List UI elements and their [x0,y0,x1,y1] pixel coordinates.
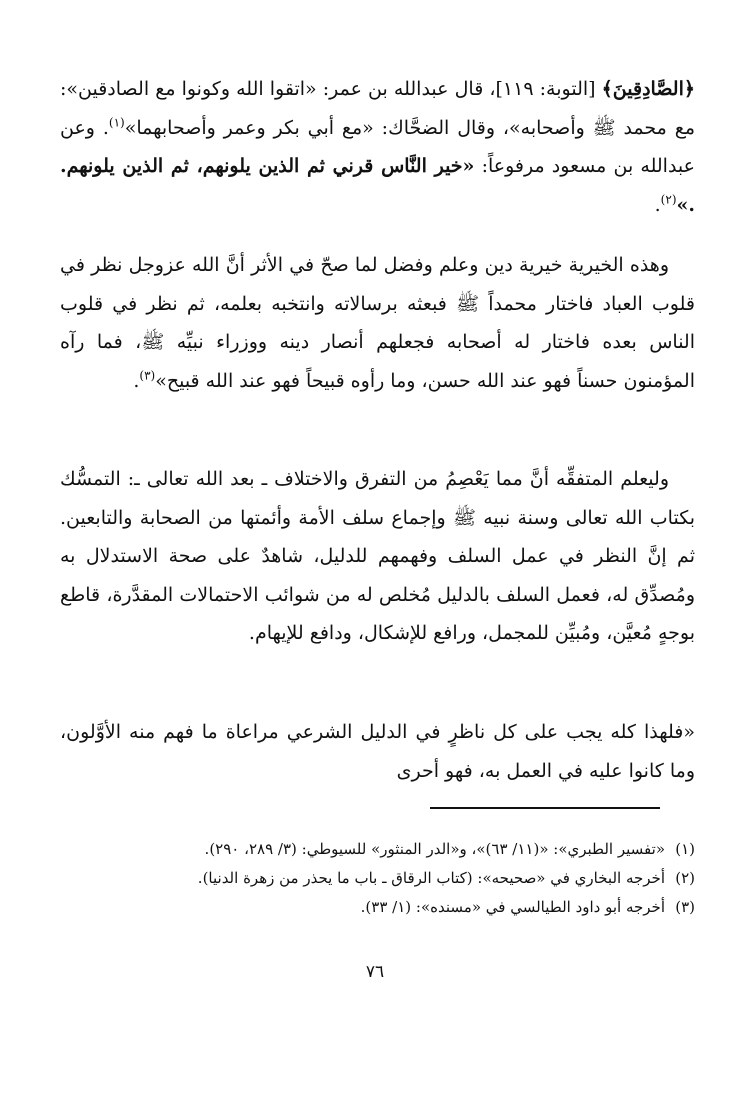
quran-verse-fragment: ﴿الصَّادِقِينَ﴾ [601,78,695,100]
paragraph-1-text-b: . وعن عبدالله بن مسعود مرفوعاً: [60,116,695,177]
footnote-separator [430,807,660,809]
paragraph-2-text-b: . [133,369,140,392]
hadith-quote: «خير النَّاس قرني ثم الذين يلونهم، ثم الذين يلونهم. .» [60,155,695,216]
footnote-text: «تفسير الطبري»: «(١١/ ٦٣)»، و«الدر المنثور» للسيوطي: (٣/ ٢٨٩، ٢٩٠). [204,840,665,858]
paragraph-3 [60,460,695,653]
paragraph-2 [60,246,695,400]
paragraph-2-text: وهذه الخيرية خيرية دين وعلم وفضل لما صحّ في الأثر أنَّ الله عزوجل نظر في قلوب العباد فاختار محمداً ﷺ فبعثه برسالاته وانتخبه بعلمه، ثم نظر في قلوب الناس بعده فاختار له أصحابه فجعلهم أنصار دينه ووزراء نبيِّه ﷺ، فما رآه المؤمنون حسناً فهو عند الله حسن، وما رأوه قبيحاً فهو عند الله قبيح» [60,254,695,392]
page-number: ٧٦ [365,962,385,982]
paragraph-1-text-c: . [654,193,661,216]
footnote-number: (٣) [675,898,695,916]
footnote-2 [100,864,695,893]
footnote-ref-1: (١) [108,115,125,130]
footnote-ref-2: (٢) [660,192,677,207]
footnote-text: أخرجه أبو داود الطيالسي في «مسنده»: (١/ ٣٣). [360,898,665,916]
paragraph-1 [60,70,695,224]
paragraph-1-text: [التوبة: ١١٩]، قال عبدالله بن عمر: «اتقوا الله وكونوا مع الصادقين»: مع محمد ﷺ وأصحابه»، وقال الضحَّاك: «مع أبي بكر وعمر وأصحابهما» [60,78,695,139]
paragraph-3-text: وليعلم المتفقِّه أنَّ مما يَعْصِمُ من التفرق والاختلاف ـ بعد الله تعالى ـ: التمسُّك بكتاب الله تعالى وسنة نبيه ﷺ وإجماع سلف الأمة وأئمتها من الصحابة والتابعين. ثم إنَّ النظر في عمل السلف وفهمهم للدليل، شاهدٌ على صحة الاستدلال به ومُصدِّق له، فعمل السلف بالدليل مُخلص له من شوائب الاحتمالات المقدَّرة، قاطع بوجهٍ مُعيَّن، ومُبيِّن للمجمل، ورافع للإشكال، ودافع للإيهام. [60,468,695,644]
footnote-3 [100,893,695,922]
footnote-1 [100,835,695,864]
footnotes [100,835,695,922]
paragraph-4 [60,713,695,790]
footnote-ref-3: (٣) [139,368,156,383]
footnote-number: (٢) [675,869,695,887]
footnote-number: (١) [675,840,695,858]
footnote-text: أخرجه البخاري في «صحيحه»: (كتاب الرقاق ـ باب ما يحذر من زهرة الدنيا). [197,869,665,887]
paragraph-4-text: «فلهذا كله يجب على كل ناظرٍ في الدليل الشرعي مراعاة ما فهم منه الأوَّلون، وما كانوا عليه في العمل به، فهو أحرى [60,721,695,782]
